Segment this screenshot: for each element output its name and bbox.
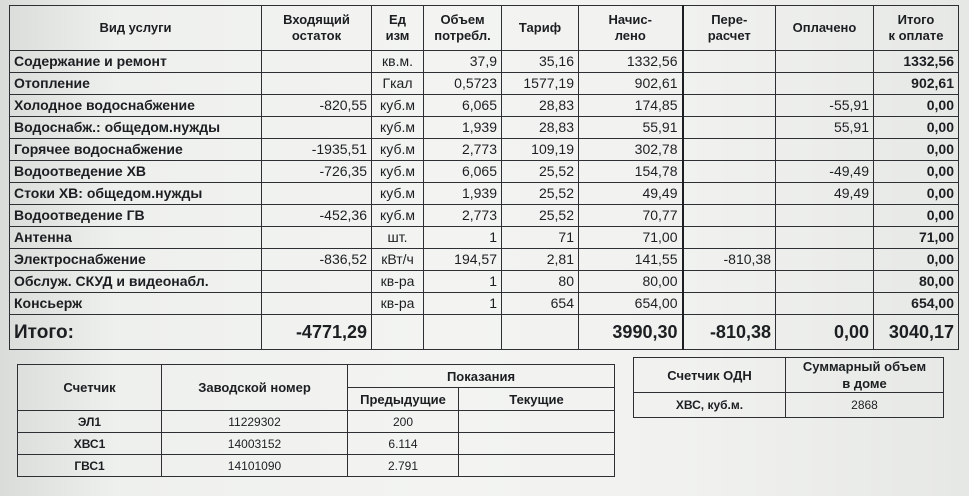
cell-unit: кв-ра [372, 293, 424, 315]
cell-tariff: 654 [502, 293, 579, 315]
cell-paid [776, 293, 874, 315]
total-paid: 0,00 [776, 315, 874, 350]
cell-tariff: 109,19 [502, 139, 579, 161]
cell-total-to-pay: 0,00 [874, 249, 959, 271]
cell-volume: 194,57 [424, 249, 502, 271]
cell-charged: 49,49 [579, 183, 683, 205]
cell-volume: 37,9 [424, 51, 502, 73]
header-service: Вид услуги [10, 6, 262, 51]
cell-volume: 1 [424, 271, 502, 293]
cell-volume: 6,065 [424, 95, 502, 117]
cell-paid: 55,91 [776, 117, 874, 139]
cell-tariff: 25,52 [502, 183, 579, 205]
cell-tariff: 25,52 [502, 205, 579, 227]
cell-recalc [683, 73, 776, 95]
header-previous: Предыдущие [348, 388, 459, 411]
cell-odn-meter: ХВС, куб.м. [634, 393, 786, 418]
cell-paid [776, 73, 874, 95]
charges-row [10, 271, 959, 293]
cell-total-to-pay: 71,00 [874, 227, 959, 249]
total-incoming: -4771,29 [262, 315, 372, 350]
odn-row [634, 393, 944, 418]
header-tariff: Тариф [502, 6, 579, 51]
cell-service-name: Обслуж. СКУД и видеонабл. [10, 271, 262, 293]
cell-meter-name: ХВС1 [18, 433, 162, 455]
cell-charged: 70,77 [579, 205, 683, 227]
header-paid: Оплачено [776, 6, 874, 51]
cell-reading-previous: 6.114 [348, 433, 459, 455]
cell-charged: 55,91 [579, 117, 683, 139]
cell-incoming-balance [262, 73, 372, 95]
charges-row [10, 227, 959, 249]
cell-charged: 174,85 [579, 95, 683, 117]
cell-unit: кв-ра [372, 271, 424, 293]
cell-service-name: Электроснабжение [10, 249, 262, 271]
meter-row [18, 455, 615, 477]
charges-row [10, 249, 959, 271]
cell-service-name: Водоотведение ХВ [10, 161, 262, 183]
cell-recalc: -810,38 [683, 249, 776, 271]
cell-recalc [683, 183, 776, 205]
cell-incoming-balance: -836,52 [262, 249, 372, 271]
cell-meter-name: ГВС1 [18, 455, 162, 477]
cell-total-to-pay: 902,61 [874, 73, 959, 95]
header-meter: Счетчик [18, 365, 162, 411]
cell-incoming-balance [262, 271, 372, 293]
cell-recalc [683, 205, 776, 227]
cell-incoming-balance [262, 117, 372, 139]
cell-incoming-balance: -452,36 [262, 205, 372, 227]
cell-incoming-balance [262, 51, 372, 73]
cell-total-to-pay: 0,00 [874, 205, 959, 227]
cell-reading-current [459, 455, 615, 477]
cell-serial-number: 14003152 [162, 433, 348, 455]
cell-service-name: Консьерж [10, 293, 262, 315]
charges-row [10, 73, 959, 95]
header-odn-meter: Счетчик ОДН [634, 358, 786, 393]
cell-incoming-balance: -820,55 [262, 95, 372, 117]
cell-incoming-balance [262, 183, 372, 205]
cell-unit: куб.м [372, 117, 424, 139]
cell-paid: -49,49 [776, 161, 874, 183]
header-volume: Объем потребл. [424, 6, 502, 51]
cell-service-name: Отопление [10, 73, 262, 95]
header-serial: Заводской номер [162, 365, 348, 411]
cell-charged: 1332,56 [579, 51, 683, 73]
cell-service-name: Холодное водоснабжение [10, 95, 262, 117]
total-label: Итого: [10, 315, 262, 350]
cell-total-to-pay: 0,00 [874, 95, 959, 117]
cell-reading-current [459, 433, 615, 455]
cell-tariff: 35,16 [502, 51, 579, 73]
cell-volume: 1 [424, 293, 502, 315]
cell-meter-name: ЭЛ1 [18, 411, 162, 433]
cell-unit: кВт/ч [372, 249, 424, 271]
cell-paid [776, 249, 874, 271]
cell-recalc [683, 227, 776, 249]
cell-total-to-pay: 0,00 [874, 183, 959, 205]
cell-volume: 1,939 [424, 183, 502, 205]
header-recalc: Пере- расчет [683, 6, 776, 51]
charges-header-row [10, 6, 959, 51]
cell-unit: кв.м. [372, 51, 424, 73]
cell-tariff: 28,83 [502, 95, 579, 117]
cell-paid: -55,91 [776, 95, 874, 117]
cell-charged: 654,00 [579, 293, 683, 315]
cell-reading-previous: 2.791 [348, 455, 459, 477]
total-to-pay: 3040,17 [874, 315, 959, 350]
cell-incoming-balance: -1935,51 [262, 139, 372, 161]
cell-tariff: 2,81 [502, 249, 579, 271]
charges-row [10, 51, 959, 73]
cell-charged: 902,61 [579, 73, 683, 95]
header-total: Итого к оплате [874, 6, 959, 51]
cell-odn-volume: 2868 [786, 393, 944, 418]
cell-charged: 71,00 [579, 227, 683, 249]
cell-tariff: 25,52 [502, 161, 579, 183]
total-recalc: -810,38 [683, 315, 776, 350]
cell-recalc [683, 95, 776, 117]
cell-reading-previous: 200 [348, 411, 459, 433]
cell-tariff: 28,83 [502, 117, 579, 139]
meters-table [17, 364, 615, 477]
cell-total-to-pay: 0,00 [874, 161, 959, 183]
cell-unit: куб.м [372, 183, 424, 205]
charges-row [10, 205, 959, 227]
cell-incoming-balance [262, 293, 372, 315]
cell-unit: куб.м [372, 161, 424, 183]
cell-recalc [683, 51, 776, 73]
cell-total-to-pay: 654,00 [874, 293, 959, 315]
charges-row [10, 95, 959, 117]
cell-charged: 80,00 [579, 271, 683, 293]
cell-service-name: Водоотведение ГВ [10, 205, 262, 227]
cell-volume: 1 [424, 227, 502, 249]
cell-recalc [683, 293, 776, 315]
charges-table [9, 5, 959, 350]
cell-paid: 49,49 [776, 183, 874, 205]
cell-charged: 141,55 [579, 249, 683, 271]
cell-paid [776, 51, 874, 73]
cell-recalc [683, 139, 776, 161]
cell-recalc [683, 161, 776, 183]
cell-charged: 302,78 [579, 139, 683, 161]
cell-volume: 6,065 [424, 161, 502, 183]
charges-row [10, 117, 959, 139]
cell-tariff: 71 [502, 227, 579, 249]
cell-paid [776, 139, 874, 161]
cell-charged: 154,78 [579, 161, 683, 183]
cell-total-to-pay: 0,00 [874, 117, 959, 139]
cell-reading-current [459, 411, 615, 433]
header-odn-volume: Суммарный объем в доме [786, 358, 944, 393]
cell-total-to-pay: 80,00 [874, 271, 959, 293]
cell-volume: 2,773 [424, 205, 502, 227]
header-readings: Показания [348, 365, 615, 388]
cell-total-to-pay: 1332,56 [874, 51, 959, 73]
header-incoming: Входящий остаток [262, 6, 372, 51]
header-charged: Начис- лено [579, 6, 683, 51]
total-charged: 3990,30 [579, 315, 683, 350]
charges-row [10, 183, 959, 205]
charges-row [10, 161, 959, 183]
header-unit: Ед изм [372, 6, 424, 51]
cell-unit: куб.м [372, 95, 424, 117]
meter-row [18, 411, 615, 433]
cell-incoming-balance [262, 227, 372, 249]
cell-volume: 1,939 [424, 117, 502, 139]
cell-incoming-balance: -726,35 [262, 161, 372, 183]
cell-unit: куб.м [372, 139, 424, 161]
cell-service-name: Стоки ХВ: общедом.нужды [10, 183, 262, 205]
cell-volume: 0,5723 [424, 73, 502, 95]
odn-table [633, 357, 944, 418]
cell-service-name: Содержание и ремонт [10, 51, 262, 73]
cell-tariff: 1577,19 [502, 73, 579, 95]
cell-unit: шт. [372, 227, 424, 249]
cell-total-to-pay: 0,00 [874, 139, 959, 161]
cell-service-name: Антенна [10, 227, 262, 249]
charges-row [10, 293, 959, 315]
cell-volume: 2,773 [424, 139, 502, 161]
charges-row [10, 139, 959, 161]
cell-serial-number: 11229302 [162, 411, 348, 433]
cell-unit: Гкал [372, 73, 424, 95]
cell-service-name: Водоснабж.: общедом.нужды [10, 117, 262, 139]
cell-tariff: 80 [502, 271, 579, 293]
cell-paid [776, 227, 874, 249]
cell-service-name: Горячее водоснабжение [10, 139, 262, 161]
cell-paid [776, 205, 874, 227]
header-current: Текущие [459, 388, 615, 411]
cell-recalc [683, 117, 776, 139]
meter-row [18, 433, 615, 455]
cell-recalc [683, 271, 776, 293]
cell-unit: куб.м [372, 205, 424, 227]
cell-paid [776, 271, 874, 293]
cell-serial-number: 14101090 [162, 455, 348, 477]
charges-total-row [10, 315, 959, 350]
